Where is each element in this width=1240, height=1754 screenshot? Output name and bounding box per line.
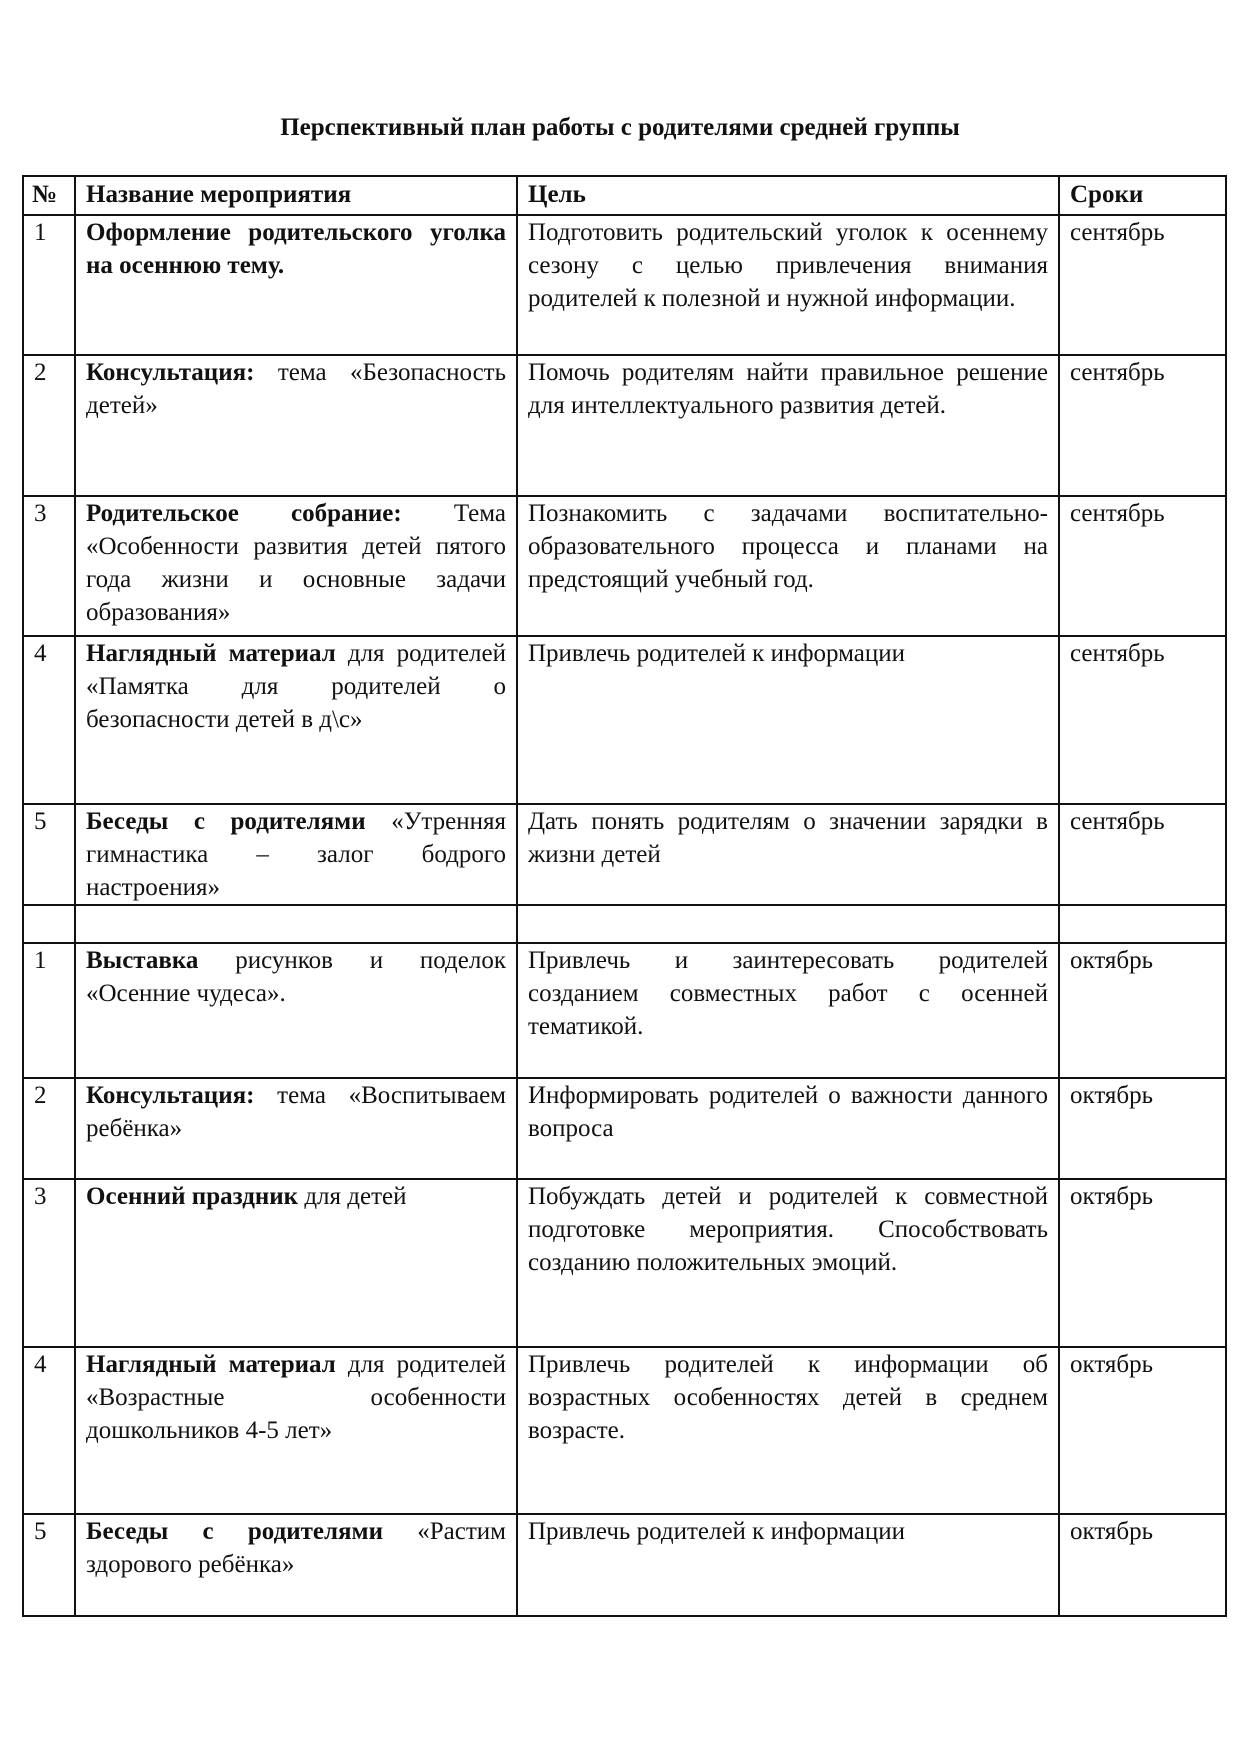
event-detail: для родителей «Возрастные особенности дошкольников 4-5 лет» [86, 1351, 506, 1444]
event-title: Беседы с родителями [86, 808, 366, 835]
event-cell [75, 1078, 517, 1179]
empty-cell [75, 905, 517, 943]
goal-cell: Привлечь родителей к информации [517, 636, 1059, 804]
goal-cell: Дать понять родителям о значении зарядки в жизни детей [517, 804, 1059, 905]
empty-cell [517, 905, 1059, 943]
term-cell: сентябрь [1059, 215, 1226, 355]
row-number: 4 [23, 636, 75, 804]
header-term: Сроки [1059, 176, 1226, 215]
header-goal: Цель [517, 176, 1059, 215]
term-cell: сентябрь [1059, 496, 1226, 636]
event-title: Оформление родительского уголка на осеннюю тему. [86, 219, 506, 279]
empty-cell [1059, 905, 1226, 943]
event-detail: «Растим здорового ребёнка» [86, 1518, 506, 1578]
event-title: Наглядный материал [86, 640, 336, 667]
event-detail: рисунков и поделок «Осенние чудеса». [86, 947, 506, 1007]
event-title: Консультация: [86, 359, 255, 386]
goal-cell: Привлечь и заинтересовать родителей созданием совместных работ с осенней тематикой. [517, 943, 1059, 1078]
event-cell [75, 1514, 517, 1616]
event-cell [75, 496, 517, 636]
term-cell: октябрь [1059, 1347, 1226, 1514]
table-header-row [23, 176, 1226, 215]
goal-cell: Информировать родителей о важности данного вопроса [517, 1078, 1059, 1179]
empty-cell [23, 905, 75, 943]
term-cell: октябрь [1059, 1514, 1226, 1616]
table-row [23, 1347, 1226, 1514]
row-number: 4 [23, 1347, 75, 1514]
table-row [23, 1078, 1226, 1179]
event-title: Осенний праздник [86, 1183, 299, 1210]
table-row [23, 1179, 1226, 1347]
goal-cell: Привлечь родителей к информации [517, 1514, 1059, 1616]
event-title: Родительское собрание: [86, 500, 402, 527]
separator-row [23, 905, 1226, 943]
header-event: Название мероприятия [75, 176, 517, 215]
event-cell [75, 215, 517, 355]
table-row [23, 636, 1226, 804]
table-row [23, 215, 1226, 355]
event-cell [75, 1179, 517, 1347]
table-row [23, 496, 1226, 636]
plan-table [22, 175, 1227, 1617]
table-row [23, 943, 1226, 1078]
event-cell [75, 355, 517, 496]
event-detail: для родителей «Памятка для родителей о безопасности детей в д\с» [86, 640, 506, 733]
event-cell [75, 804, 517, 905]
row-number: 1 [23, 215, 75, 355]
row-number: 5 [23, 1514, 75, 1616]
event-detail: тема «Безопасность детей» [86, 359, 506, 419]
goal-cell: Побуждать детей и родителей к совместной подготовке мероприятия. Способствовать созданию положительных эмоций. [517, 1179, 1059, 1347]
term-cell: сентябрь [1059, 636, 1226, 804]
term-cell: сентябрь [1059, 804, 1226, 905]
event-cell [75, 943, 517, 1078]
term-cell: октябрь [1059, 1179, 1226, 1347]
row-number: 3 [23, 1179, 75, 1347]
event-cell [75, 636, 517, 804]
event-title: Консультация: [86, 1082, 255, 1109]
page-title: Перспективный план работы с родителями средней группы [280, 114, 960, 141]
event-detail: тема «Воспитываем ребёнка» [86, 1082, 506, 1142]
goal-cell: Познакомить с задачами воспитательно-образовательного процесса и планами на предстоящий учебный год. [517, 496, 1059, 636]
event-detail: Тема «Особенности развития детей пятого года жизни и основные задачи образования» [86, 500, 506, 626]
goal-cell: Помочь родителям найти правильное решение для интеллектуального развития детей. [517, 355, 1059, 496]
table-row [23, 804, 1226, 905]
row-number: 2 [23, 1078, 75, 1179]
term-cell: октябрь [1059, 1078, 1226, 1179]
event-title: Наглядный материал [86, 1351, 336, 1378]
event-cell [75, 1347, 517, 1514]
header-number: № [23, 176, 75, 215]
term-cell: сентябрь [1059, 355, 1226, 496]
event-title: Выставка [86, 947, 199, 974]
event-title: Беседы с родителями [86, 1518, 383, 1545]
event-detail: для детей [298, 1183, 407, 1210]
row-number: 1 [23, 943, 75, 1078]
row-number: 5 [23, 804, 75, 905]
table-row [23, 1514, 1226, 1616]
row-number: 3 [23, 496, 75, 636]
term-cell: октябрь [1059, 943, 1226, 1078]
row-number: 2 [23, 355, 75, 496]
goal-cell: Привлечь родителей к информации об возрастных особенностях детей в среднем возрасте. [517, 1347, 1059, 1514]
event-detail: «Утренняя гимнастика – залог бодрого настроения» [86, 808, 506, 901]
table-row [23, 355, 1226, 496]
goal-cell: Подготовить родительский уголок к осеннему сезону с целью привлечения внимания родителей к полезной и нужной информации. [517, 215, 1059, 355]
